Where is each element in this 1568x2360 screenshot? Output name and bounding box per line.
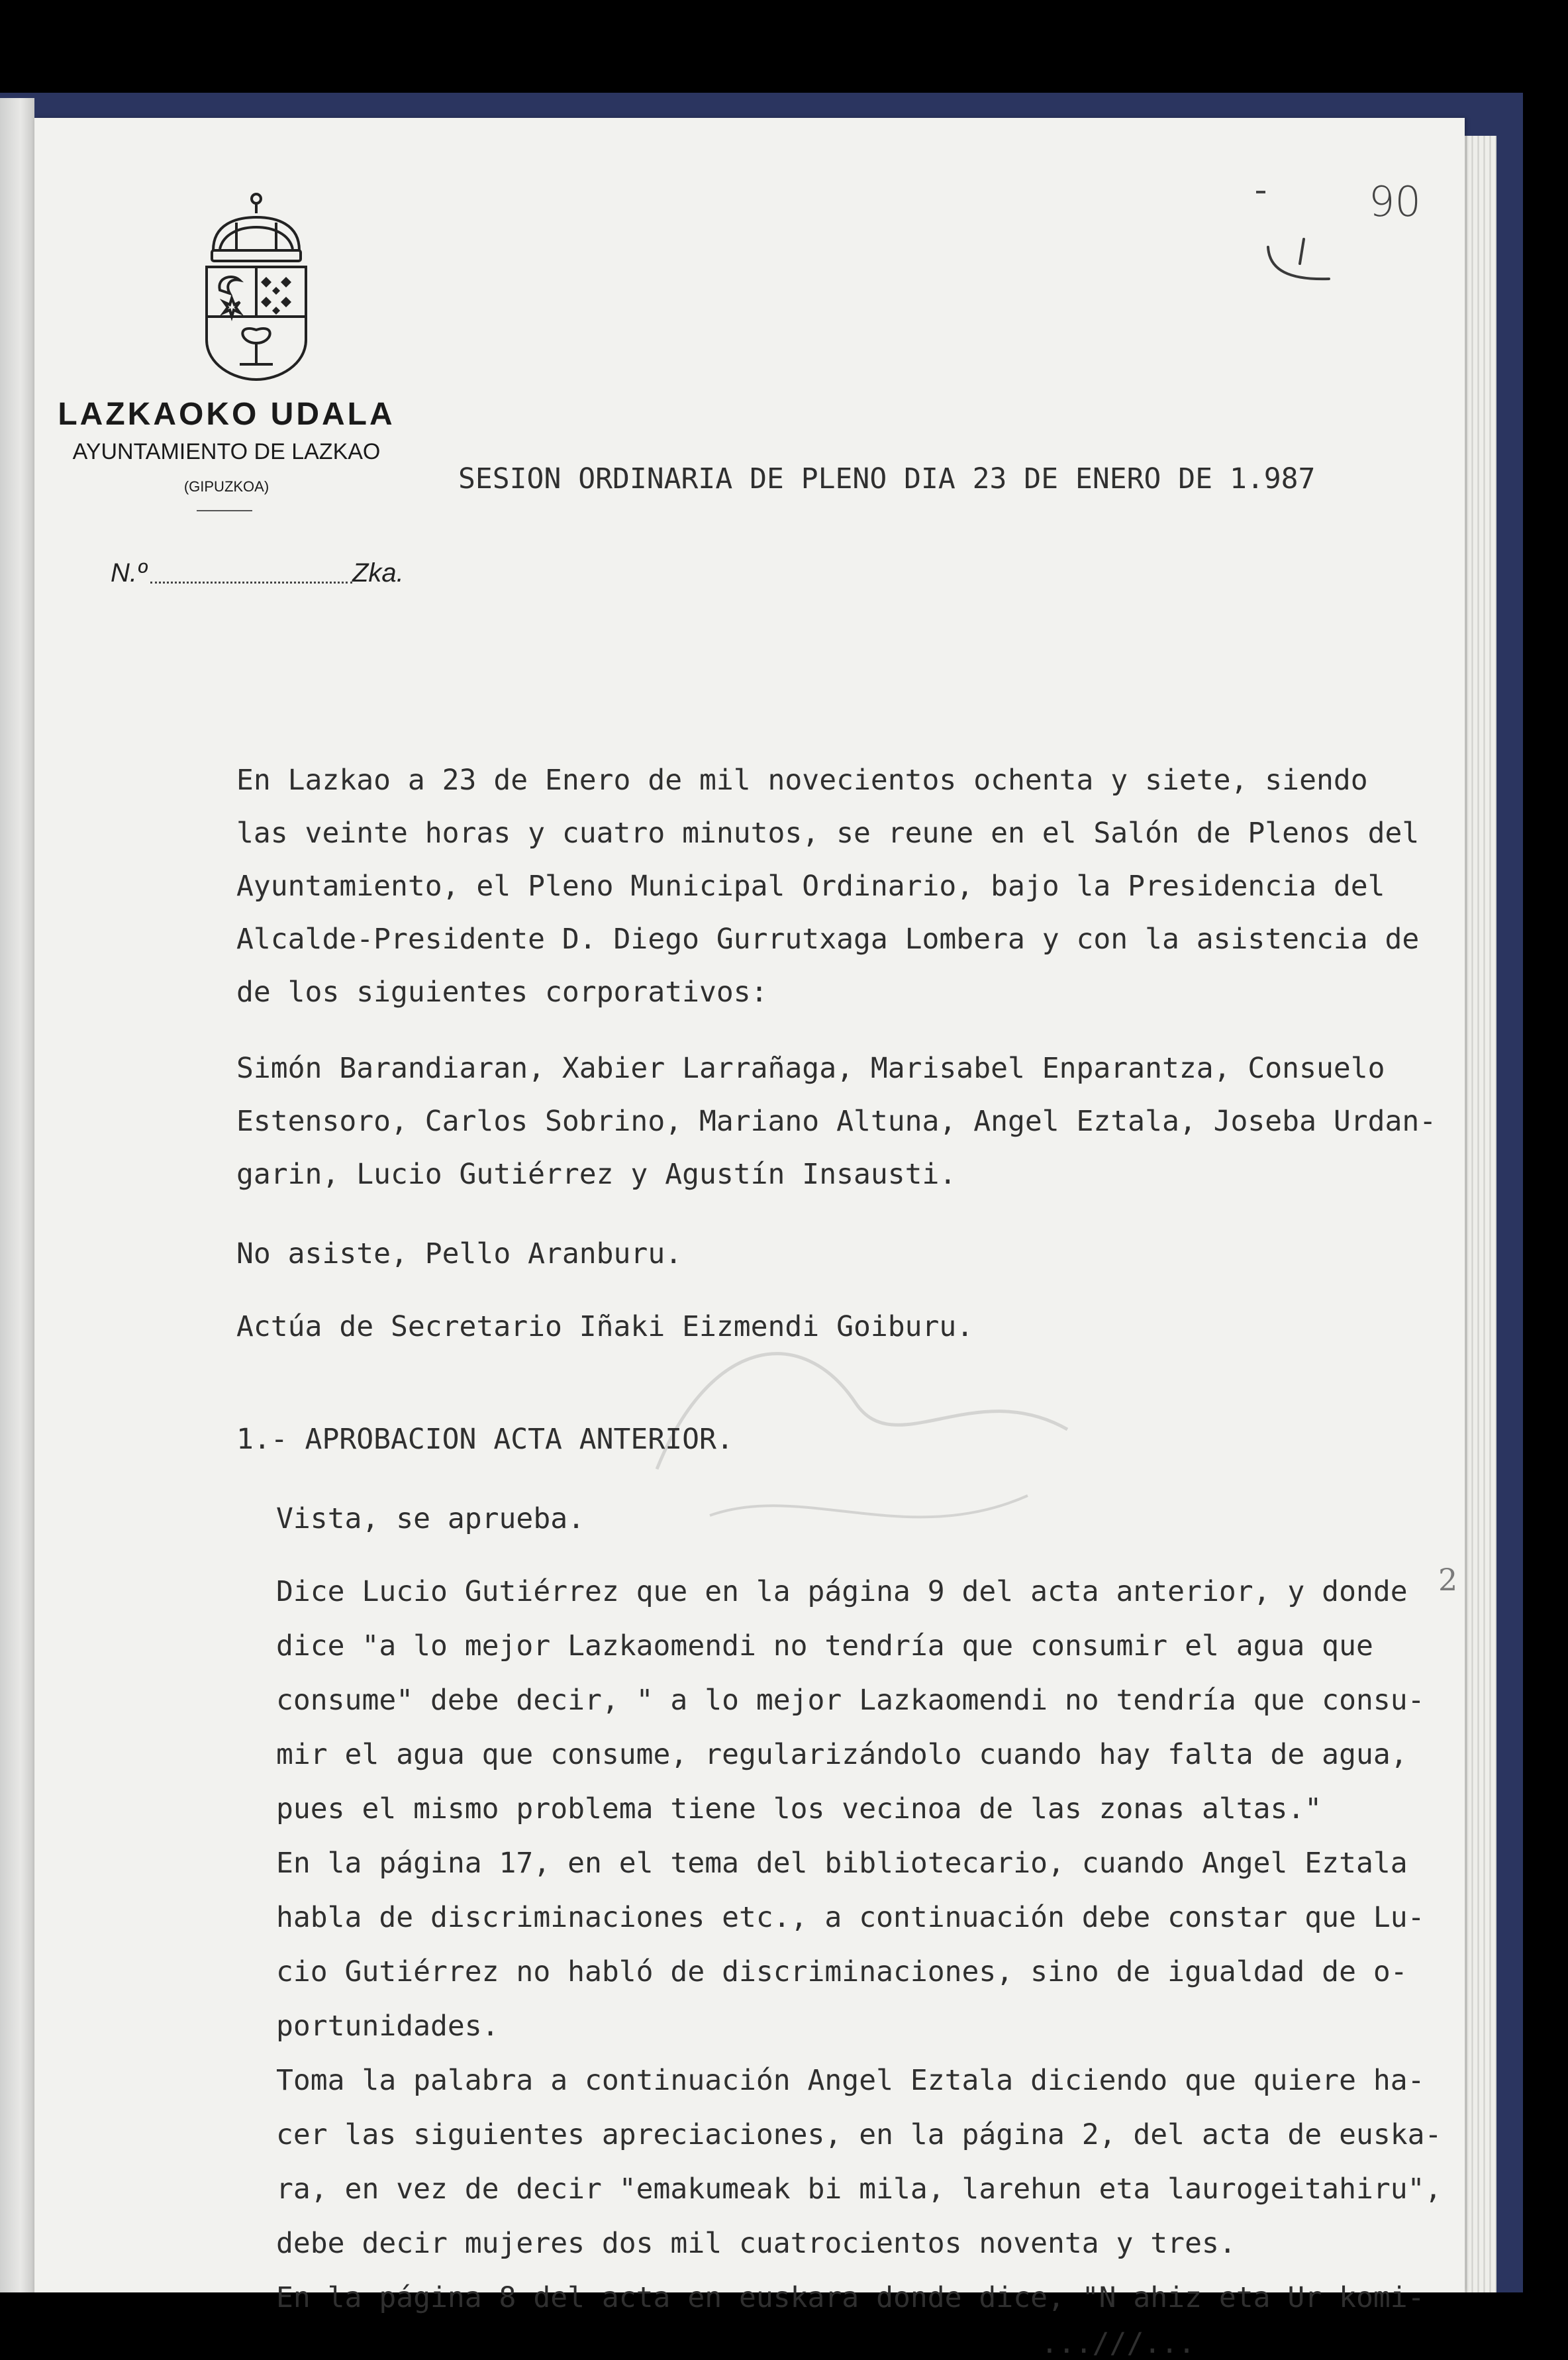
minutes-line: ra, en vez de decir "emakumeak bi mila, larehun eta laurogeitahiru", bbox=[276, 2173, 1442, 2206]
document-page bbox=[34, 118, 1465, 2360]
continuation-mark: ...///... bbox=[1041, 2327, 1195, 2360]
minutes-line: En la página 17, en el tema del bibliotecario, cuando Angel Eztala bbox=[276, 1847, 1408, 1880]
minutes-line: Estensoro, Carlos Sobrino, Mariano Altuna, Angel Eztala, Joseba Urdan- bbox=[236, 1105, 1437, 1138]
dash-mark bbox=[1256, 191, 1265, 193]
municipal-crest-icon bbox=[200, 191, 313, 383]
minutes-line: Vista, se aprueba. bbox=[276, 1502, 585, 1535]
minutes-line: cio Gutiérrez no habló de discriminaciones, sino de igualdad de o- bbox=[276, 1955, 1408, 1988]
minutes-line: Toma la palabra a continuación Angel Eztala diciendo que quiere ha- bbox=[276, 2064, 1425, 2097]
organization-province: (GIPUZKOA) bbox=[183, 478, 270, 495]
minutes-line: No asiste, Pello Aranburu. bbox=[236, 1237, 683, 1270]
minutes-line: En Lazkao a 23 de Enero de mil novecientos ochenta y siete, siendo bbox=[236, 764, 1368, 797]
minutes-line: consume" debe decir, " a lo mejor Lazkaomendi no tendría que consu- bbox=[276, 1684, 1425, 1717]
handwritten-margin-mark: 2 bbox=[1438, 1562, 1458, 1598]
minutes-line: cer las siguientes apreciaciones, en la página 2, del acta de euska- bbox=[276, 2118, 1442, 2151]
minutes-line: dice "a lo mejor Lazkaomendi no tendría que consumir el agua que bbox=[276, 1629, 1373, 1663]
minutes-line: Dice Lucio Gutiérrez que en la página 9 del acta anterior, y donde bbox=[276, 1575, 1408, 1608]
organization-name: LAZKAOKO UDALA bbox=[58, 397, 395, 432]
minutes-line: Alcalde-Presidente D. Diego Gurrutxaga Lombera y con la asistencia de bbox=[236, 923, 1420, 956]
session-title: SESION ORDINARIA DE PLENO DIA 23 DE ENERO DE 1.987 bbox=[458, 462, 1316, 495]
minutes-line: Actúa de Secretario Iñaki Eizmendi Goiburu. bbox=[236, 1310, 974, 1343]
minutes-line: habla de discriminaciones etc., a continuación debe constar que Lu- bbox=[276, 1901, 1425, 1934]
pencil-check-icon bbox=[1263, 234, 1336, 287]
minutes-line: debe decir mujeres dos mil cuatrocientos noventa y tres. bbox=[276, 2227, 1236, 2260]
zka-label: Zka. bbox=[352, 558, 404, 588]
organization-subtitle: AYUNTAMIENTO DE LAZKAO bbox=[72, 439, 381, 464]
minutes-line: Ayuntamiento, el Pleno Municipal Ordinario, bajo la Presidencia del bbox=[236, 870, 1385, 903]
minutes-line: 1.- APROBACION ACTA ANTERIOR. bbox=[236, 1423, 734, 1456]
number-dotted-line bbox=[150, 582, 352, 584]
minutes-line: Simón Barandiaran, Xabier Larrañaga, Marisabel Enparantza, Consuelo bbox=[236, 1052, 1385, 1085]
number-label: N.º bbox=[111, 558, 147, 588]
header-divider bbox=[197, 510, 252, 511]
minutes-line: garin, Lucio Gutiérrez y Agustín Insausti. bbox=[236, 1158, 957, 1191]
page-number: 90 bbox=[1369, 178, 1421, 226]
minutes-line: pues el mismo problema tiene los vecinoa de las zonas altas." bbox=[276, 1792, 1322, 1825]
left-page-edge bbox=[0, 98, 34, 2292]
minutes-line: En la página 8 del acta en euskara donde dice, "N ahiz eta Ur komi- bbox=[276, 2281, 1425, 2314]
minutes-line: portunidades. bbox=[276, 2010, 499, 2043]
minutes-line: mir el agua que consume, regularizándolo cuando hay falta de agua, bbox=[276, 1738, 1408, 1771]
minutes-line: las veinte horas y cuatro minutos, se reune en el Salón de Plenos del bbox=[236, 817, 1420, 850]
minutes-line: de los siguientes corporativos: bbox=[236, 976, 768, 1009]
